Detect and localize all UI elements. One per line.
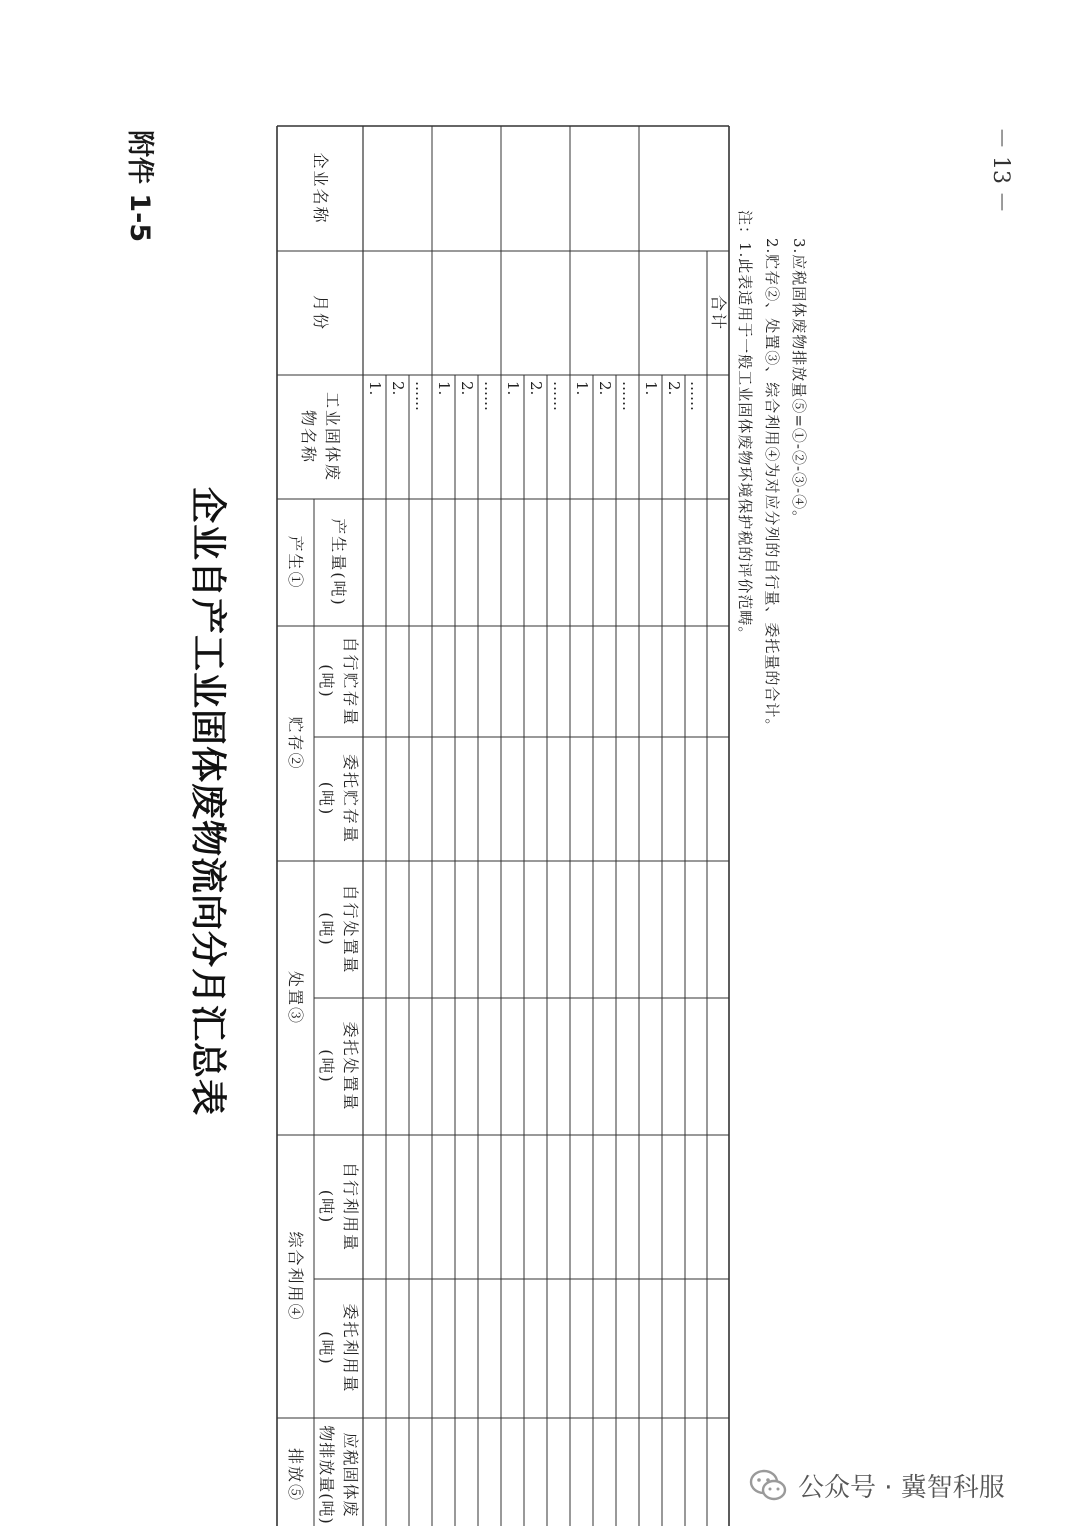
item-label: 2. — [596, 381, 614, 396]
header-taxable-discharge: 应税固体废物排放量(吨) — [317, 1425, 361, 1525]
header-entrusted-disposal: 委托处置量(吨) — [317, 1021, 361, 1112]
item-label: 2. — [389, 381, 407, 396]
item-label: 2. — [665, 381, 683, 396]
item-label: …… — [550, 381, 568, 411]
note-line-1: 注：1.此表适用于一般工业固体废物环境保护税的评价范畴。 — [736, 210, 754, 643]
total-label: 合计 — [709, 294, 728, 331]
watermark-text: 公众号 · 冀智科服 — [798, 1472, 1005, 1503]
header-generation-amount: 产生量(吨) — [329, 518, 349, 607]
item-label: 2. — [527, 381, 545, 396]
item-label: …… — [619, 381, 637, 411]
wechat-icon — [748, 1465, 788, 1505]
item-label: 1. — [504, 381, 522, 396]
item-label: 2. — [458, 381, 476, 396]
header-generation-group: 产生① — [286, 535, 306, 590]
header-discharge-group: 排放⑤ — [286, 1447, 306, 1502]
header-entrusted-storage: 委托贮存量(吨) — [317, 753, 361, 844]
item-label: 1. — [435, 381, 453, 396]
header-storage-group: 贮存② — [286, 716, 306, 771]
watermark — [748, 1465, 1005, 1505]
item-label: 1. — [642, 381, 660, 396]
item-label: …… — [412, 381, 430, 411]
header-utilization-group: 综合利用④ — [286, 1231, 306, 1322]
header-waste-name: 工业固体废物名称 — [299, 392, 342, 483]
header-month: 月份 — [311, 294, 330, 331]
note-line-2: 2.贮存②、处置③、综合利用④为对应分列的自行量、委托量的合计。 — [763, 238, 781, 735]
item-label: 1. — [573, 381, 591, 396]
page-title: 企业自产工业固体废物流向分月汇总表 — [187, 487, 228, 1117]
header-company-name: 企业名称 — [311, 152, 330, 225]
header-entrusted-utilization: 委托利用量(吨) — [317, 1303, 361, 1394]
header-self-utilization: 自行利用量(吨) — [317, 1161, 361, 1252]
item-label: …… — [481, 381, 499, 411]
attachment-label: 附件 1-5 — [124, 130, 155, 243]
header-self-disposal: 自行处置量(吨) — [317, 884, 361, 975]
item-label: 1. — [366, 381, 384, 396]
header-self-storage: 自行贮存量(吨) — [317, 636, 361, 727]
page-number: － 13 － — [988, 127, 1013, 213]
header-disposal-group: 处置③ — [286, 970, 306, 1025]
note-line-3: 3.应税固体废物排放量⑤=①-②-③-④。 — [790, 238, 808, 527]
item-label: …… — [687, 381, 705, 411]
